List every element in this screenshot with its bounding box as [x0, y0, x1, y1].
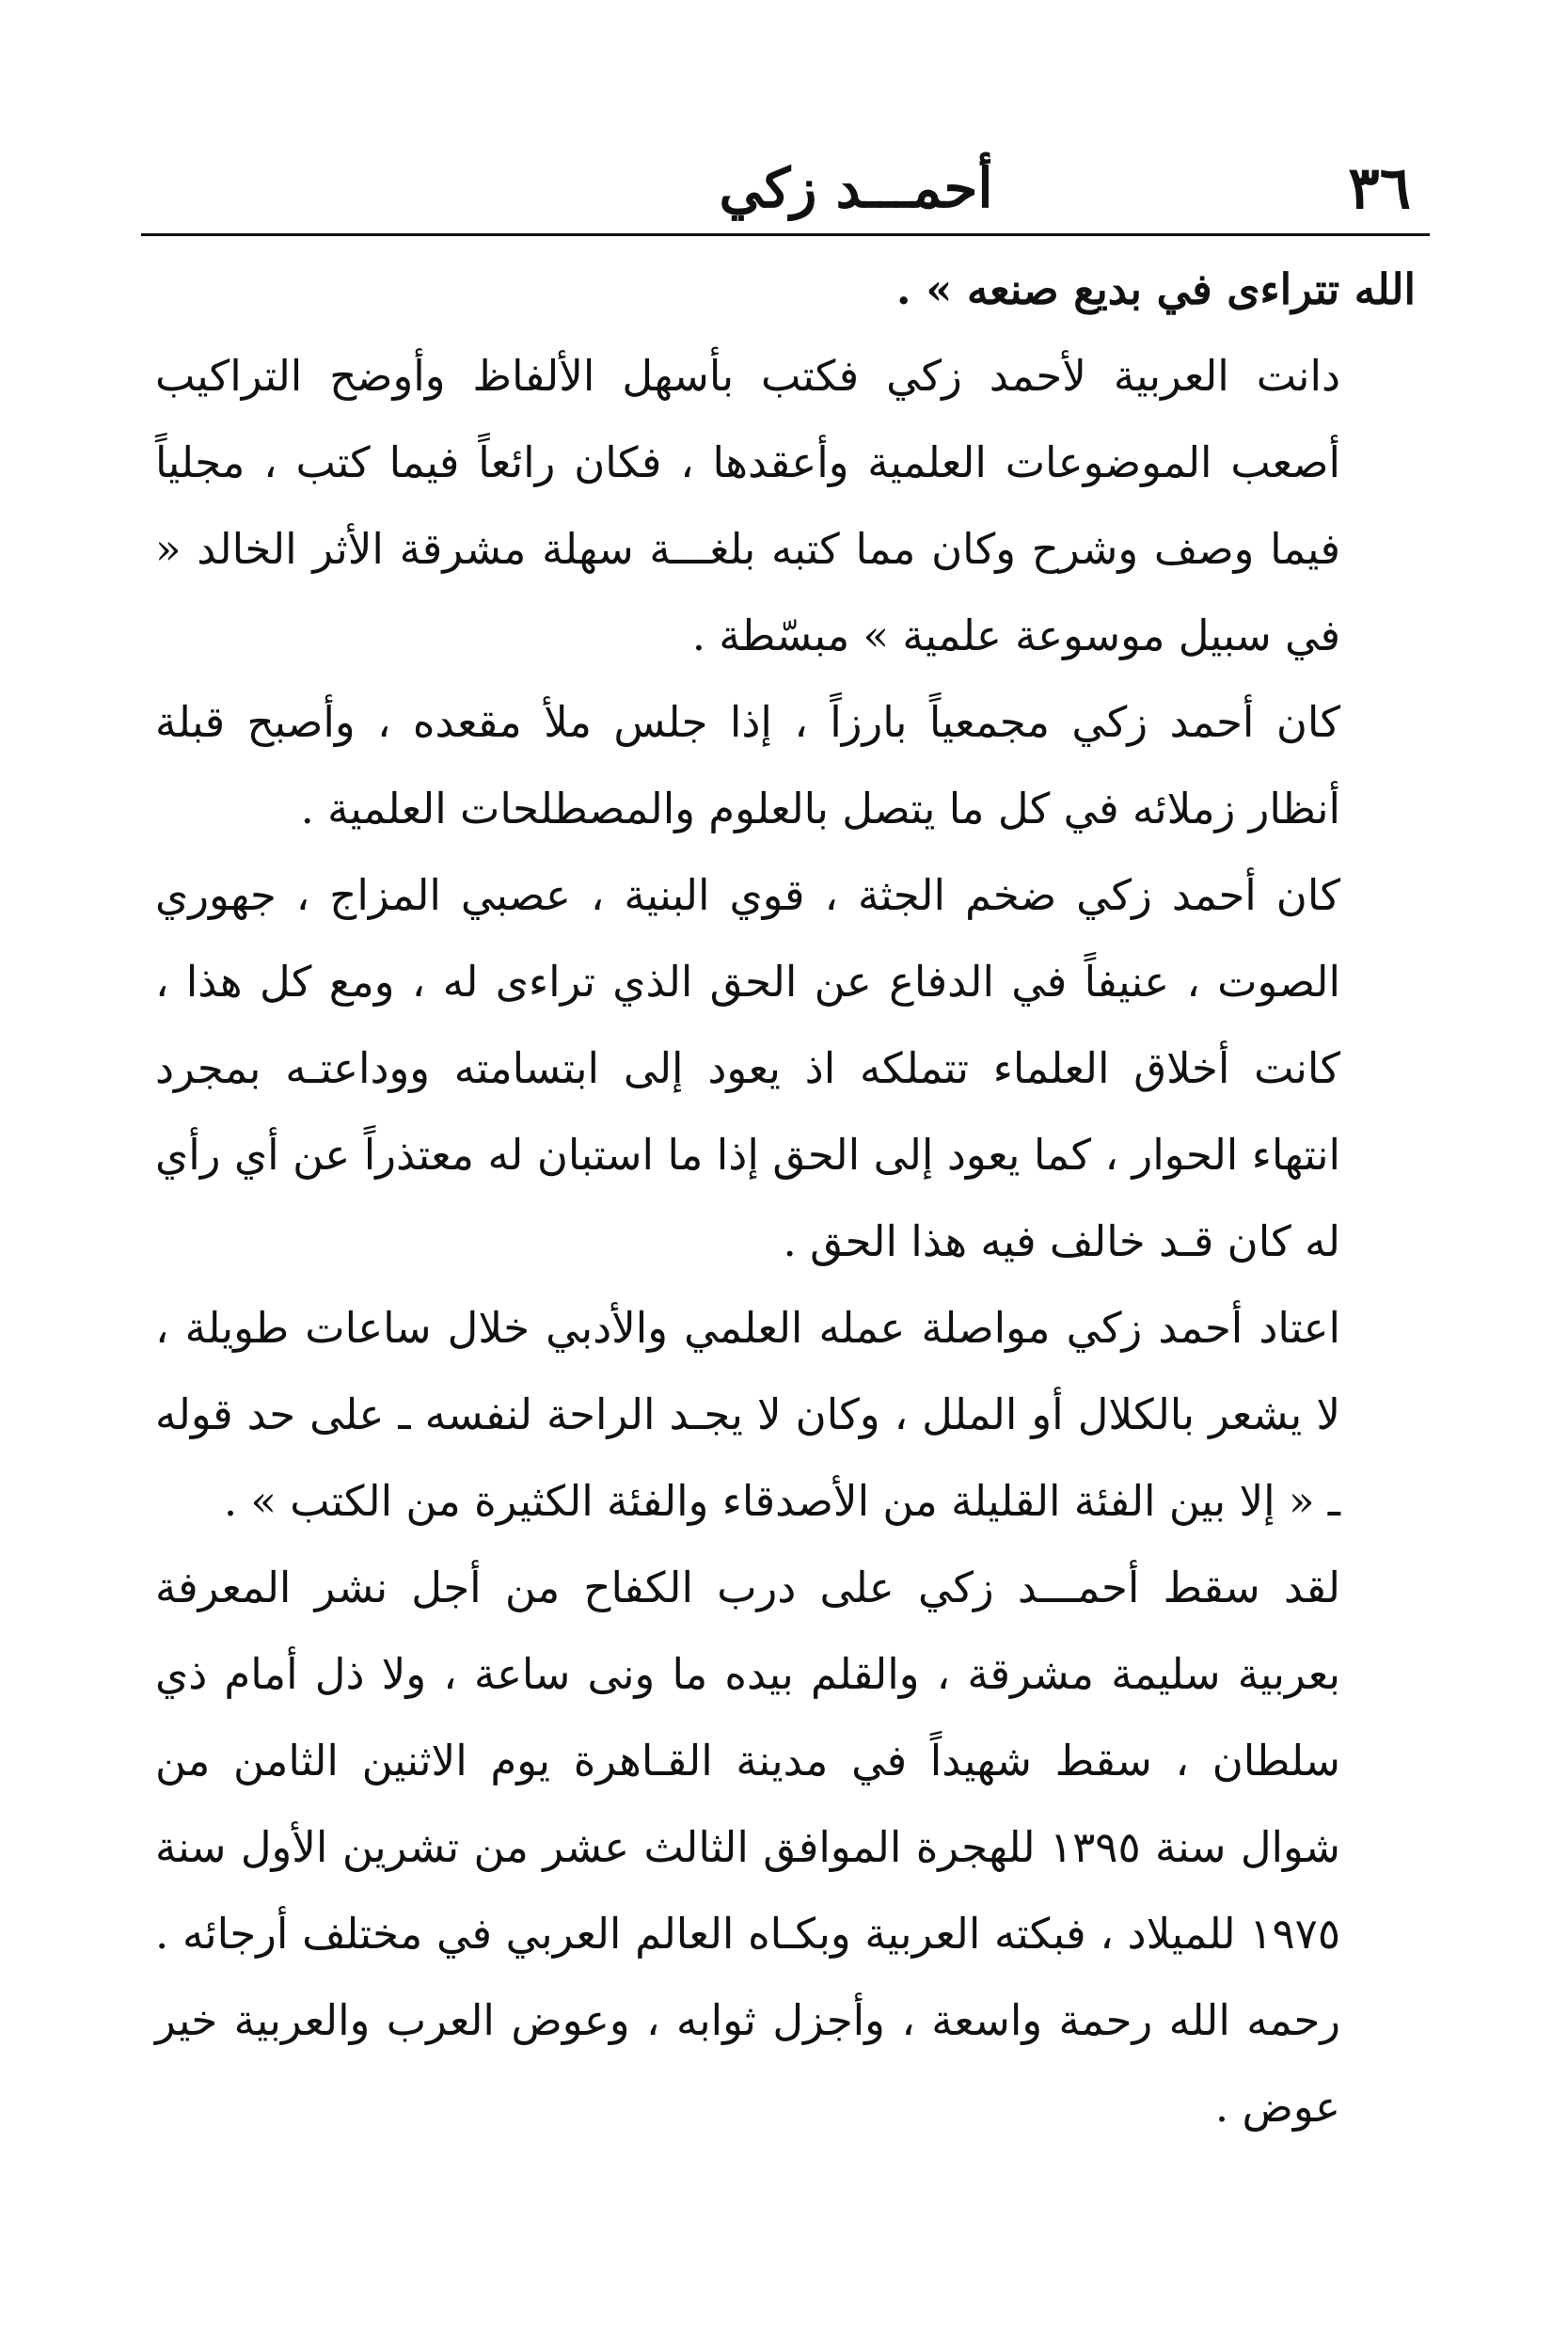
- paragraph-academy: كان أحمد زكي مجمعياً بارزاً ، إذا جلس ملأ مقعده ، وأصبح قبلة أنظار زملائه في كل ما يتصل بالعلوم والمصطلحات العلمية .: [155, 697, 1340, 833]
- header-rule: [141, 233, 1430, 236]
- page-number: ٣٦: [1348, 153, 1411, 222]
- page-header: [141, 141, 1430, 235]
- paragraph-character: كان أحمد زكي ضخم الجثة ، قوي البنية ، عصبي المزاج ، جهوري الصوت ، عنيفاً في الدفاع عن الحق الذي تراءى له ، ومع كل هذا ، كانت أخلاق العلماء تتملكه اذ يعود إلى ابتسامته ووداعتـه بمجرد انتهاء الحوار ، كما يعود إلى الحق إذا ما استبان له معتذراً عن أي رأي له كان قـد خالف فيه هذا الحق .: [155, 870, 1340, 1266]
- running-title: أحمـــد زكي: [719, 156, 993, 220]
- paragraph-work-habits: اعتاد أحمد زكي مواصلة عمله العلمي والأدبي خلال ساعات طويلة ، لا يشعر بالكلال أو الملل ، وكان لا يجـد الراحة لنفسه ـ على حد قوله ـ « إلا بين الفئة القليلة من الأصدقاء والفئة الكثيرة من الكتب » .: [155, 1303, 1340, 1526]
- paragraph-language: دانت العربية لأحمد زكي فكتب بأسهل الألفاظ وأوضح التراكيب أصعب الموضوعات العلمية وأعقدها ، فكان رائعاً فيما كتب ، مجلياً فيما وصف وشرح وكان مما كتبه بلغـــة سهلة مشرقة الأثر الخالد « في سبيل موسوعة علمية » مبسّطة .: [155, 351, 1340, 660]
- paragraph-death: لقد سقط أحمـــد زكي على درب الكفاح من أجل نشر المعرفة بعربية سليمة مشرقة ، والقلم بيده ما ونى ساعة ، ولا ذل أمام ذي سلطان ، سقط شهيداً في مدينة القـاهرة يوم الاثنين الثامن من شوال سنة ١٣٩٥ للهجرة الموافق الثالث عشر من تشرين الأول سنة ١٩٧٥ للميلاد ، فبكته العربية وبكـاه العالم العربي في مختلف أرجائه . رحمه الله رحمة واسعة ، وأجزل ثوابه ، وعوض العرب والعربية خير عوض .: [155, 1563, 1340, 2132]
- paragraph-continuation: الله تتراءى في بديع صنعه » .: [895, 264, 1416, 314]
- body-text: [155, 246, 1416, 2151]
